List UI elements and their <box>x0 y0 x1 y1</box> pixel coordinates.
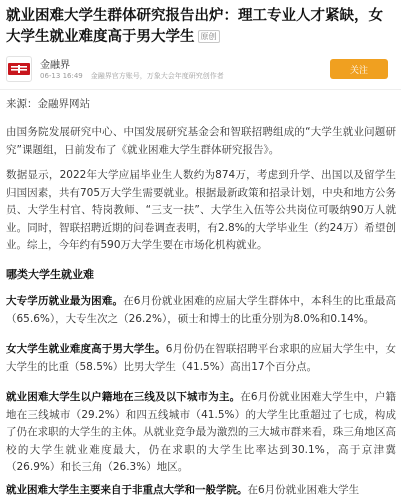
paragraph-6 <box>6 482 396 500</box>
divider <box>0 89 401 90</box>
paragraph-3-text: 在6月份就业困难的应届大学生群体中，本科生的比重最高（65.6%），大专生次之（26.2%），硕士和博士的比重分别为8.0%和0.14%。 <box>6 295 396 325</box>
paragraph-5 <box>6 389 396 477</box>
author-avatar[interactable] <box>6 56 32 82</box>
author-meta <box>40 71 224 81</box>
paragraph-4 <box>6 341 396 376</box>
author-name[interactable]: 金融界 <box>40 60 70 71</box>
publish-date: 06-13 16:49 <box>40 72 83 80</box>
paragraph-4-lead: 女大学生就业难度高于男大学生。 <box>6 343 166 355</box>
paragraph-6-lead: 就业困难大学生主要来自于非重点大学和一般学院。 <box>6 484 248 496</box>
paragraph-1: 由国务院发展研究中心、中国发展研究基金会和智联招聘组成的“大学生就业问题研究”课题组，日前发布了《就业困难大学生群体研究报告》。 <box>6 126 396 156</box>
original-tag: 原创 <box>198 30 220 43</box>
article-title <box>6 6 394 48</box>
paragraph-5-text: 在6月份就业困难大学生中，户籍地在三线城市（29.2%）和四五线城市（41.5%）的大学生比重超过了七成，构成了仍在求职的大学生的主体。从就业竞争最为激烈的三大城市群来看，珠三角地区高校的大学生就业难度最大，仍在求职的大学生比率达到30.1%，高于京津冀（26.9%）和长三角（26.3%）地区。 <box>6 391 396 474</box>
article-title-text: 就业困难大学生群体研究报告出炉：理工专业人才紧缺，女大学生就业难度高于男大学生 <box>6 8 383 45</box>
paragraph-3 <box>6 293 396 328</box>
paragraph-6-text: 在6月份就业困难大学生 <box>247 484 360 496</box>
section-heading: 哪类大学生就业难 <box>6 268 94 281</box>
paragraph-3-lead: 大专学历就业最为困难。 <box>6 295 124 307</box>
jrj-logo-icon <box>8 62 30 76</box>
paragraph-4-text: 6月份仍在智联招聘平台求职的应届大学生中，女大学生的比重（58.5%）比男大学生（41.5%）高出17个百分点。 <box>6 343 396 373</box>
follow-button[interactable]: 关注 <box>330 59 388 79</box>
paragraph-5-lead: 就业困难大学生以户籍地在三线及以下城市为主。 <box>6 391 241 403</box>
source-line: 来源：金融界网站 <box>6 98 90 110</box>
author-description: 金融界官方账号，万象大会年度研究创作者 <box>90 72 224 80</box>
author-row <box>6 54 396 84</box>
paragraph-2: 数据显示，2022年大学应届毕业生人数约为874万，考虑到升学、出国以及留学生归国因素，共有705万大学生需要就业。根据最新政策和招录计划，中央和地方公务员、大学生村官、特岗教师、“三支一扶”、大学生入伍等公共岗位可吸纳90万人就业。同时，智联招聘近期的问卷调查表明，有2.8%的大学毕业生（约24万）希望创业。综上，今年约有590万大学生要在市场化机构就业。 <box>6 169 396 252</box>
